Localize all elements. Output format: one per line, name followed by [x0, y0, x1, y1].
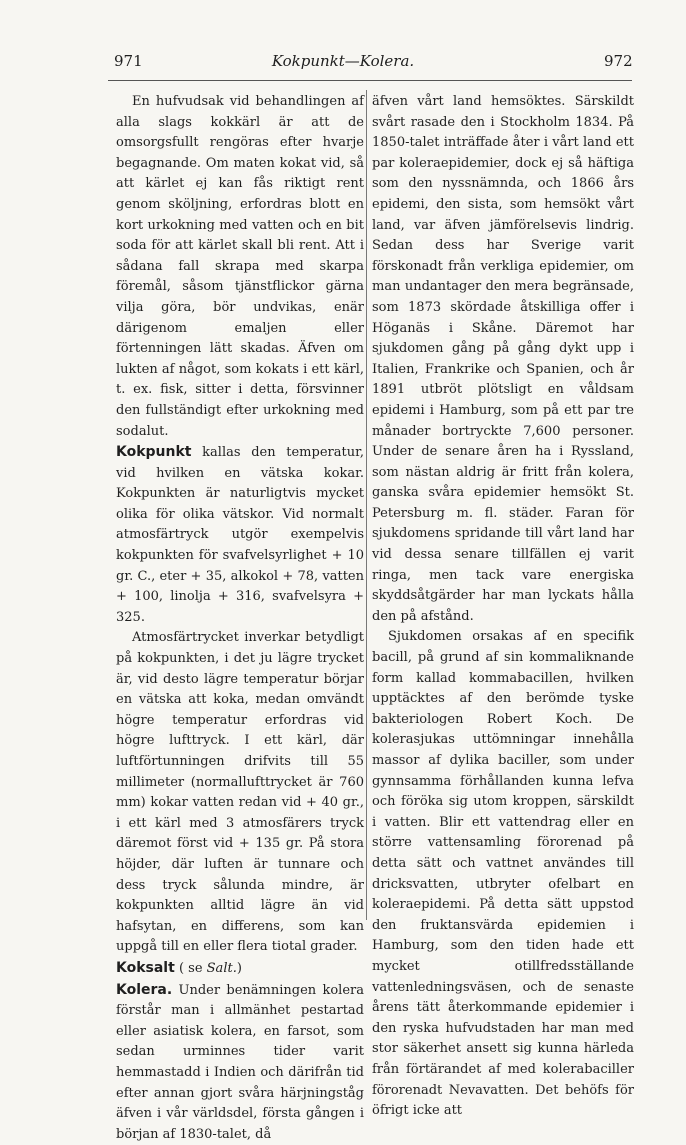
- entry-koksalt: [116, 958, 364, 980]
- page-number-left: 971: [114, 52, 143, 70]
- paragraph-epidemics: äfven vårt land hemsöktes. Särskildt svårt rasade den i Stockholm 1834. På 1850-talet inträffade åter i vårt land ett par koleraepidemier, dock ej så häftiga som den nyssnämnda, och 1866 års epidemi, den sista, som hemsökt vårt land, var äfven jämförelsevis lindrig. Sedan dess har Sverige varit förskonadt från verkliga epidemier, om man undantager den mera begränsade, som 1873 skördade åtskilliga offer i Höganäs i Skåne. Däremot har sjukdomen gång på gång dykt upp i Italien, Frankrike och Spanien, och år 1891 utbröt plötsligt en våldsam epidemi i Hamburg, som på ett par tre månader bortryckte 7,600 personer. Under de senare åren ha i Ryssland, som nästan aldrig är fritt från kolera, ganska svåra epidemier hemsökt St. Petersburg m. fl. städer. Faran för sjukdomens spridande till vårt land har vid dessa senare tillfällen ej varit ringa, men tack vare energiska skyddsåtgärder har man lyckats hålla den på afstånd.: [372, 94, 634, 624]
- page-number-right: 972: [604, 52, 633, 70]
- entry-term-kolera: Kolera.: [116, 981, 173, 998]
- entry-text-kokpunkt: kallas den temperatur, vid hvilken en vätska kokar. Kokpunkten är naturligtvis mycket olika för olika vätskor. Vid normalt atmosfärtryck utgör exempelvis kokpunkten för svafvelsyrlighet + 10 gr. C., eter + 35, alkokol + 78, vatten + 100, linolja + 316, svafvelsyra + 325.: [116, 445, 364, 625]
- right-column: [372, 92, 634, 1122]
- column-divider: [366, 90, 367, 920]
- entry-term-koksalt: Koksalt: [116, 959, 175, 976]
- header-rule: [108, 80, 632, 81]
- left-column: [116, 92, 364, 1145]
- entry-text-kolera: Under benämningen kolera förstår man i allmänhet pestartad eller asiatisk kolera, en farsot, som sedan urminnes tider varit hemmastadd i Indien och därifrån tid efter annan gjort svåra härjningståg äfven i vår världsdel, första gången i början af 1830-talet, då: [116, 982, 364, 1142]
- cross-reference-salt[interactable]: Salt.: [206, 960, 237, 976]
- koksalt-see: ( se: [174, 960, 207, 976]
- paragraph-cleaning: En hufvudsak vid behandlingen af alla slags kokkärl är att de omsorgsfullt rengöras efter hvarje begagnande. Om maten kokat vid, så att kärlet ej kan fås riktigt rent genom sköljning, erfordras blott en kort urkokning med vatten och en bit soda för att kärlet skall bli rent. Att i sådana fall skrapa med skarpa föremål, såsom tjänstflickor gärna vilja göra, bör undvikas, enär därigenom emaljen eller förtenningen lätt skadas. Äfven om lukten af något, som kokats i ett kärl, t. ex. fisk, sitter i detta, försvinner den fullständigt efter urkokning med sodalut.: [116, 94, 364, 439]
- koksalt-close: ): [236, 960, 242, 976]
- running-title: Kokpunkt—Kolera.: [271, 52, 415, 70]
- page-header: [0, 0, 686, 80]
- paragraph-atmospheric-pressure: Atmosfärtrycket inverkar betydligt på kokpunkten, i det ju lägre trycket är, vid desto lägre temperatur börjar en vätska att koka, medan omvändt högre temperatur erfordras vid högre lufttryck. I ett kärl, där luftförtunningen drifvits till 55 millimeter (normallufttrycket är 760 mm) kokar vatten redan vid + 40 gr., i ett kärl med 3 atmosfärers tryck däremot först vid + 135 gr. På stora höjder, där luften är tunnare och dess tryck sålunda mindre, är kokpunkten alltid lägre än vid hafsytan, en differens, som kan uppgå till en eller flera tiotal grader.: [116, 630, 364, 955]
- entry-term-kokpunkt: Kokpunkt: [116, 444, 192, 461]
- entry-kolera: [116, 980, 364, 1145]
- paragraph-bacillus: Sjukdomen orsakas af en specifik bacill, på grund af sin kommaliknande form kallad kommabacillen, hvilken upptäcktes af den berömde tyske bakteriologen Robert Koch. De kolerasjukas uttömningar innehålla massor af dylika baciller, som under gynnsamma förhållanden kunna lefva och föröka sig utom kroppen, särskildt i vatten. Blir ett vattendrag eller en större vattensamling förorenad på detta sätt och vattnet användes till dricksvatten, utbryter ofelbart en koleraepidemi. På detta sätt uppstod den fruktansvärda epidemien i Hamburg, som den tiden hade ett mycket otillfredsställande vattenledningsväsen, och de senaste årens tätt återkommande epidemier i den ryska hufvudstaden har man med stor säkerhet ansett sig kunna härleda från förtärandet af med kolerabaciller förorenadt Nevavatten. Det behöfs för öfrigt icke att: [372, 629, 634, 1119]
- entry-kokpunkt: [116, 442, 364, 628]
